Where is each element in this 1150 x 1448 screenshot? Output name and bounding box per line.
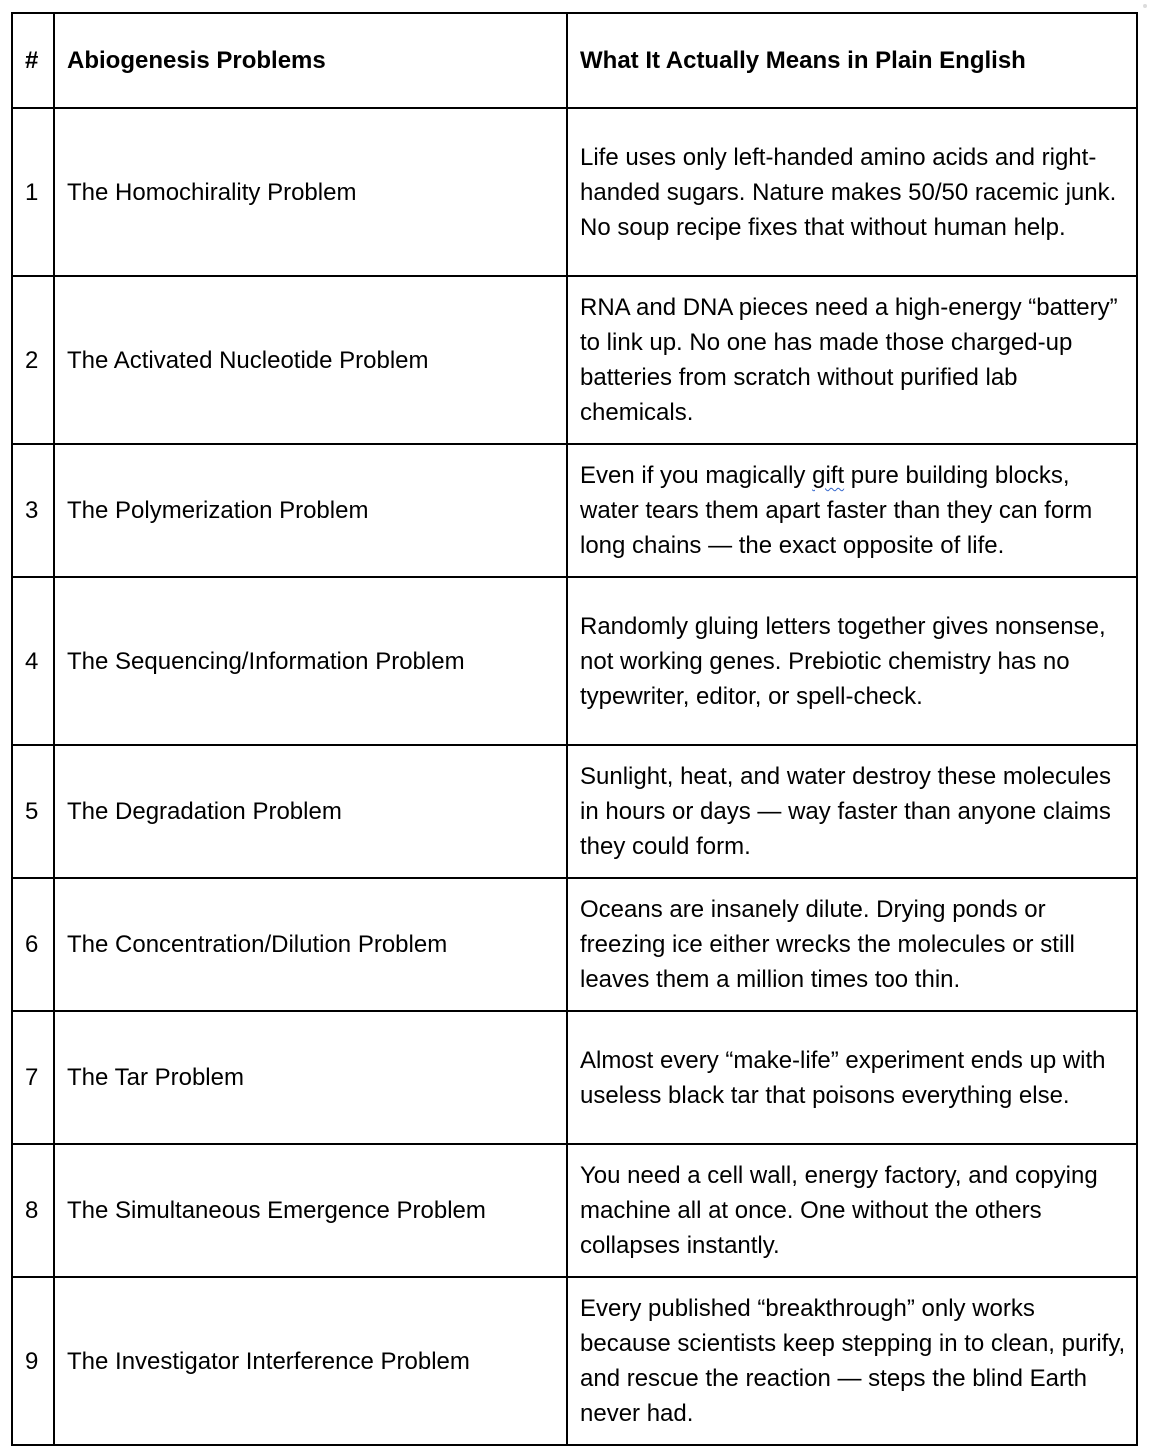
row-number: 9 xyxy=(12,1277,54,1445)
plain-english-meaning xyxy=(567,444,1137,577)
row-number: 4 xyxy=(12,577,54,745)
plain-english-meaning: Randomly gluing letters together gives nonsense, not working genes. Prebiotic chemistry has no typewriter, editor, or spell-check. xyxy=(567,577,1137,745)
problems-table xyxy=(11,12,1138,1446)
plain-english-meaning: Life uses only left-handed amino acids and right-handed sugars. Nature makes 50/50 racemic junk. No soup recipe fixes that without human help. xyxy=(567,108,1137,276)
plain-english-meaning: RNA and DNA pieces need a high-energy “battery” to link up. No one has made those charged-up batteries from scratch without purified lab chemicals. xyxy=(567,276,1137,444)
plain-english-meaning: Oceans are insanely dilute. Drying ponds or freezing ice either wrecks the molecules or still leaves them a million times too thin. xyxy=(567,878,1137,1011)
problem-name: The Activated Nucleotide Problem xyxy=(54,276,567,444)
spellcheck-flagged-word[interactable]: gift xyxy=(812,462,845,489)
table-row xyxy=(12,1011,1137,1144)
table-row xyxy=(12,878,1137,1011)
header-row xyxy=(12,13,1137,108)
row-number: 3 xyxy=(12,444,54,577)
problem-name: The Sequencing/Information Problem xyxy=(54,577,567,745)
problem-name: The Homochirality Problem xyxy=(54,108,567,276)
table-row xyxy=(12,444,1137,577)
row-number: 2 xyxy=(12,276,54,444)
table-row xyxy=(12,276,1137,444)
corner-dot xyxy=(1143,4,1147,8)
plain-english-meaning: Sunlight, heat, and water destroy these molecules in hours or days — way faster than anyone claims they could form. xyxy=(567,745,1137,878)
header-problem: Abiogenesis Problems xyxy=(54,13,567,108)
problem-name: The Simultaneous Emergence Problem xyxy=(54,1144,567,1277)
header-meaning: What It Actually Means in Plain English xyxy=(567,13,1137,108)
table-row xyxy=(12,1277,1137,1445)
row-number: 8 xyxy=(12,1144,54,1277)
problem-name: The Tar Problem xyxy=(54,1011,567,1144)
problem-name: The Degradation Problem xyxy=(54,745,567,878)
meaning-text-before: Even if you magically xyxy=(580,462,813,489)
table-row xyxy=(12,577,1137,745)
row-number: 6 xyxy=(12,878,54,1011)
meaning-text-after: pure building blocks, water tears them apart faster than they can form long chains — the exact opposite of life. xyxy=(580,462,1093,559)
table-row xyxy=(12,108,1137,276)
table-row xyxy=(12,1144,1137,1277)
row-number: 1 xyxy=(12,108,54,276)
table-row xyxy=(12,745,1137,878)
problem-name: The Polymerization Problem xyxy=(54,444,567,577)
problem-name: The Concentration/Dilution Problem xyxy=(54,878,567,1011)
problem-name: The Investigator Interference Problem xyxy=(54,1277,567,1445)
plain-english-meaning: You need a cell wall, energy factory, and copying machine all at once. One without the others collapses instantly. xyxy=(567,1144,1137,1277)
plain-english-meaning: Every published “breakthrough” only works because scientists keep stepping in to clean, purify, and rescue the reaction — steps the blind Earth never had. xyxy=(567,1277,1137,1445)
row-number: 7 xyxy=(12,1011,54,1144)
plain-english-meaning: Almost every “make-life” experiment ends up with useless black tar that poisons everything else. xyxy=(567,1011,1137,1144)
header-number: # xyxy=(12,13,54,108)
row-number: 5 xyxy=(12,745,54,878)
